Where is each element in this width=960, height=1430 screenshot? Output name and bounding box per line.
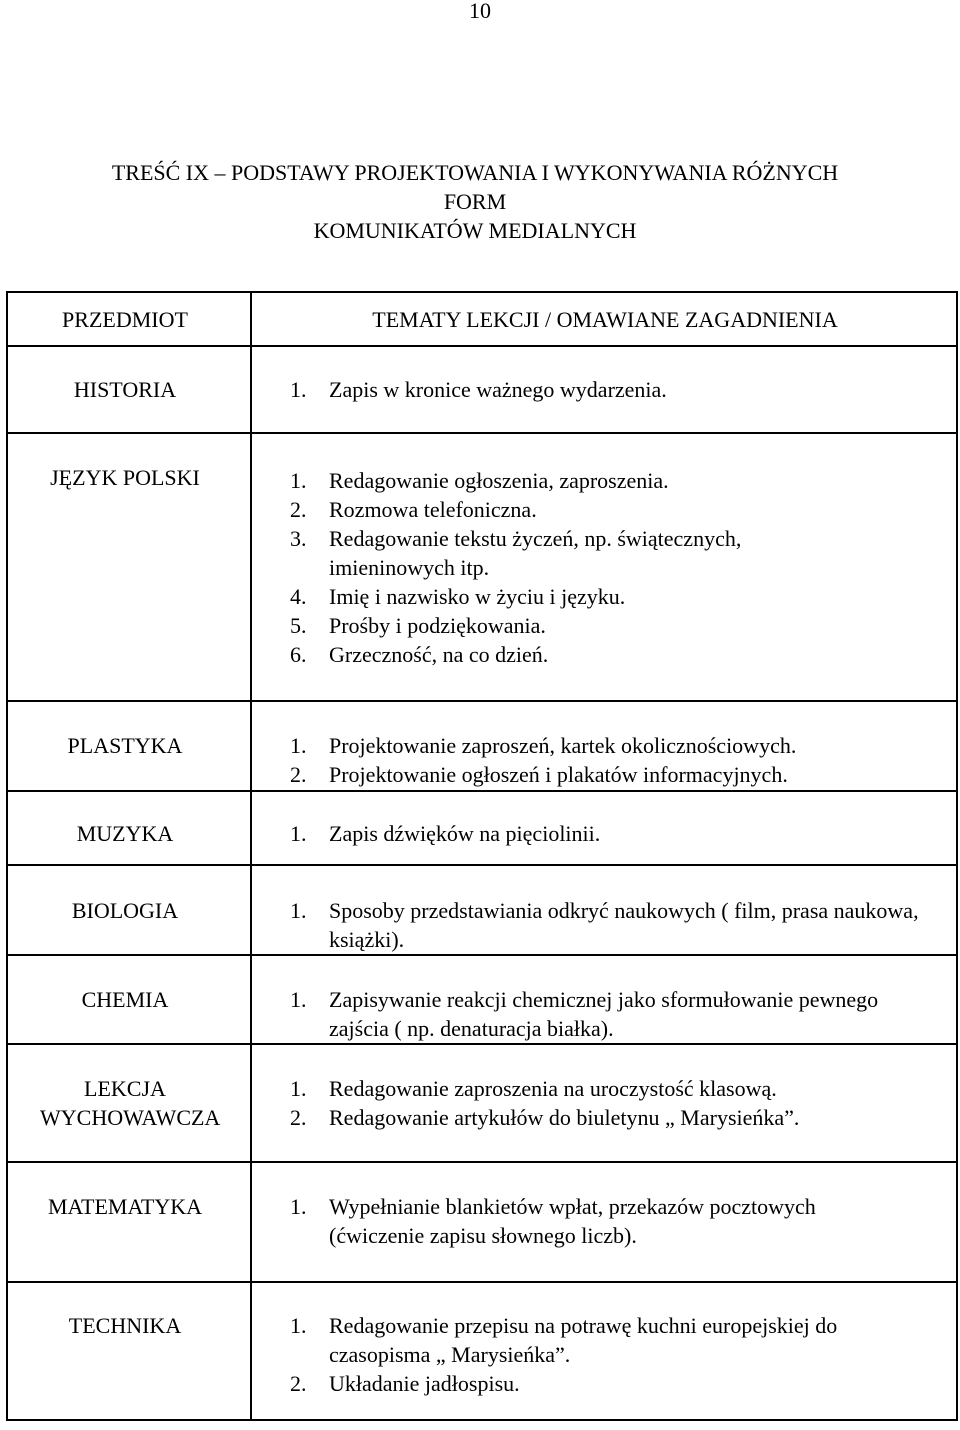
subject-jezyk-polski: JĘZYK POLSKI	[50, 465, 200, 490]
list-item: 1. Sposoby przedstawiania odkryć naukowych ( film, prasa naukowa, książki).	[290, 898, 919, 952]
topic-list-plastyka	[290, 731, 950, 789]
topic-list-chemia	[290, 985, 890, 1043]
row-divider	[6, 1281, 958, 1283]
list-item: 1. Redagowanie ogłoszenia, zaproszenia.	[290, 468, 669, 493]
subject-lekcja-wychowawcza: LEKCJA WYCHOWAWCZA	[40, 1076, 221, 1130]
table-border-left	[6, 291, 8, 1421]
list-item: 2. Redagowanie artykułów do biuletynu „ Marysieńka”.	[290, 1105, 800, 1130]
topic-list-lekcja-wychowawcza	[290, 1074, 950, 1132]
list-item: 1. Wypełnianie blankietów wpłat, przekazów pocztowych (ćwiczenie zapisu słownego liczb).	[290, 1194, 816, 1248]
list-item: 1. Redagowanie przepisu na potrawę kuchni europejskiej do czasopisma „ Marysieńka”.	[290, 1313, 838, 1367]
column-header-topics: TEMATY LEKCJI / OMAWIANE ZAGADNIENIA	[372, 307, 838, 332]
title-line: FORM	[443, 189, 507, 214]
row-divider	[6, 954, 958, 956]
document-title	[0, 158, 950, 245]
list-item: 2. Projektowanie ogłoszeń i plakatów informacyjnych.	[290, 762, 788, 787]
row-divider	[6, 864, 958, 866]
subject-technika: TECHNIKA	[68, 1313, 182, 1338]
topic-list-historia	[290, 375, 950, 404]
title-line: KOMUNIKATÓW MEDIALNYCH	[313, 218, 637, 243]
subject-matematyka: MATEMATYKA	[48, 1194, 202, 1219]
list-item: 2. Układanie jadłospisu.	[290, 1371, 520, 1396]
topic-list-technika	[290, 1311, 940, 1398]
list-item: 1. Projektowanie zaproszeń, kartek okolicznościowych.	[290, 733, 797, 758]
subject-biologia: BIOLOGIA	[71, 898, 179, 923]
topic-list-muzyka	[290, 819, 950, 848]
list-item: 1. Zapis dźwięków na pięciolinii.	[290, 821, 601, 846]
list-item: 2. Rozmowa telefoniczna.	[290, 497, 537, 522]
table-border-right	[956, 291, 958, 1421]
table-border-top	[6, 291, 958, 293]
table-border-middle	[250, 291, 252, 1421]
subject-chemia: CHEMIA	[81, 987, 169, 1012]
list-item: 5. Prośby i podziękowania.	[290, 613, 546, 638]
list-item: 1. Zapisywanie reakcji chemicznej jako sformułowanie pewnego zajścia ( np. denaturacja białka).	[290, 987, 879, 1041]
row-divider	[6, 790, 958, 792]
title-line: TREŚĆ IX – PODSTAWY PROJEKTOWANIA I WYKONYWANIA RÓŻNYCH	[111, 160, 839, 185]
column-header-subject: PRZEDMIOT	[62, 307, 188, 332]
subject-plastyka: PLASTYKA	[67, 733, 183, 758]
list-item: 3. Redagowanie tekstu życzeń, np. świątecznych, imieninowych itp.	[290, 526, 742, 580]
subject-muzyka: MUZYKA	[76, 821, 174, 846]
table-border-bottom	[6, 1419, 958, 1421]
list-item: 6. Grzeczność, na co dzień.	[290, 642, 549, 667]
list-item: 1. Zapis w kronice ważnego wydarzenia.	[290, 377, 667, 402]
row-divider	[6, 1161, 958, 1163]
topic-list-jezyk-polski	[290, 466, 950, 669]
list-item: 1. Redagowanie zaproszenia na uroczystość klasową.	[290, 1076, 777, 1101]
list-item: 4. Imię i nazwisko w życiu i języku.	[290, 584, 626, 609]
row-divider	[6, 345, 958, 347]
topic-list-matematyka	[290, 1192, 910, 1250]
row-divider	[6, 432, 958, 434]
topic-list-biologia	[290, 896, 950, 954]
row-divider	[6, 700, 958, 702]
row-divider	[6, 1043, 958, 1045]
subject-historia: HISTORIA	[73, 377, 177, 402]
page-number: 10	[469, 0, 491, 23]
